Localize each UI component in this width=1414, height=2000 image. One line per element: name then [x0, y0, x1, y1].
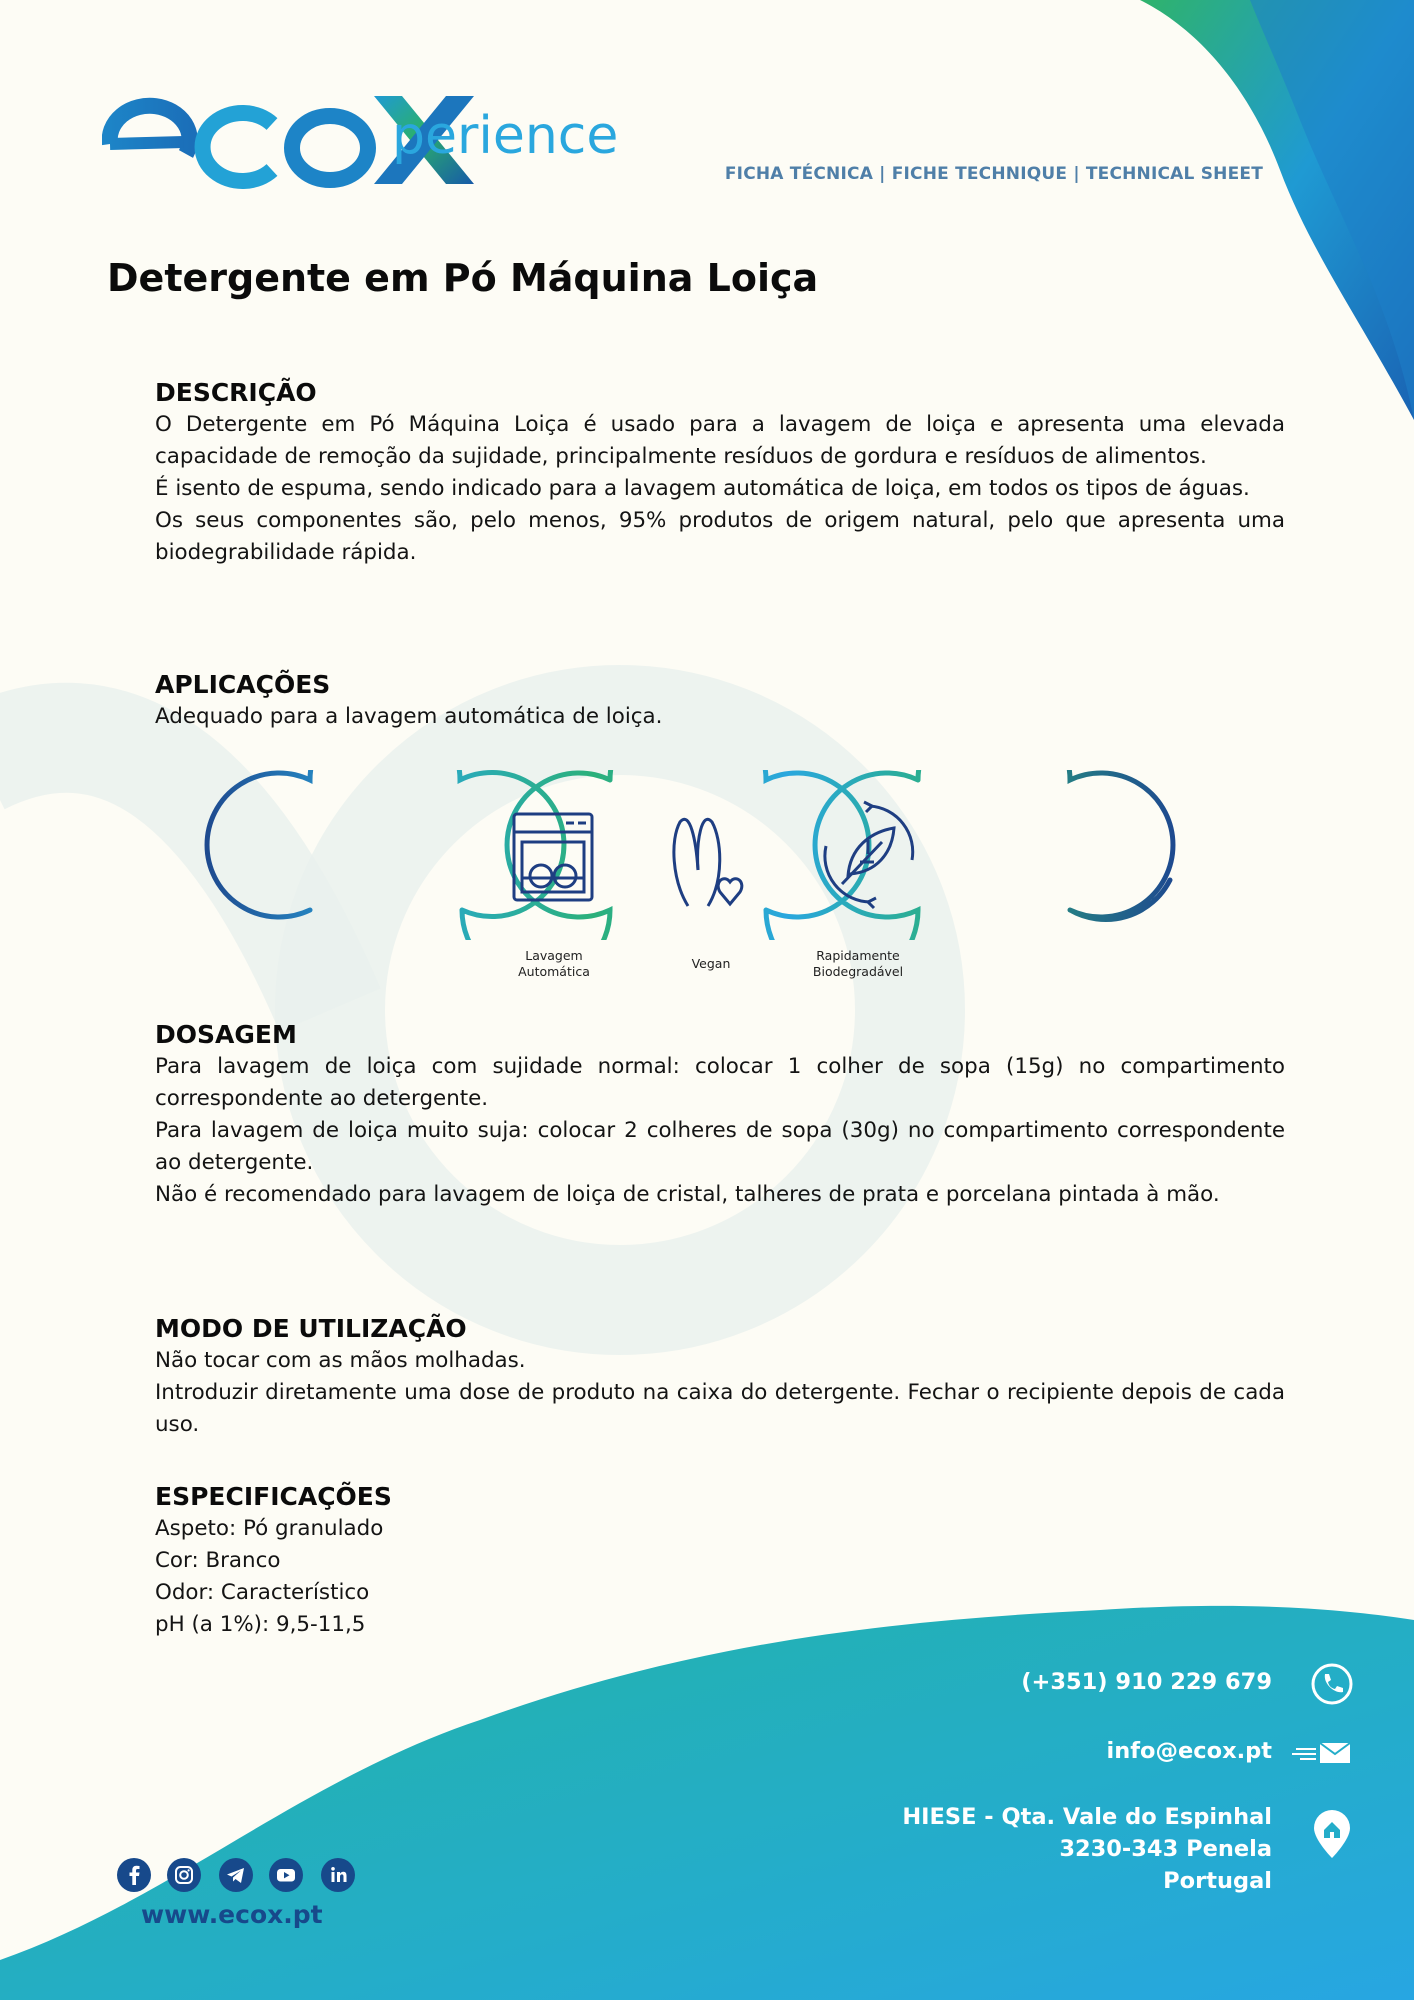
label-line: Rapidamente: [816, 948, 900, 963]
paragraph: Introduzir diretamente uma dose de produto na caixa do detergente. Fechar o recipiente depois de cada uso.: [155, 1380, 1285, 1437]
brand-logo: [102, 92, 622, 192]
paragraph: Adequado para a lavagem automática de loiça.: [155, 704, 663, 729]
page-title: Detergente em Pó Máquina Loiça: [107, 256, 819, 300]
vegan-icon: [674, 819, 742, 906]
spec-line: Odor: Característico: [155, 1580, 370, 1605]
paragraph: Os seus componentes são, pelo menos, 95% produtos de origem natural, pelo que apresenta uma biodegrabilidade rápida.: [155, 508, 1285, 565]
logo-suffix: perience: [392, 106, 619, 166]
label-line: Lavagem: [525, 948, 583, 963]
feature-wave: [170, 770, 1250, 940]
paragraph: Para lavagem de loiça com sujidade normal: colocar 1 colher de sopa (15g) no compartimento correspondente ao detergente.: [155, 1054, 1285, 1111]
section-heading: MODO DE UTILIZAÇÃO: [155, 1314, 467, 1343]
spec-line: Aspeto: Pó granulado: [155, 1516, 384, 1541]
section-heading: ESPECIFICAÇÕES: [155, 1482, 392, 1511]
label-line: Biodegradável: [812, 964, 904, 979]
icon-label-lavagem: [494, 948, 614, 980]
location-pin-icon: [1312, 1808, 1352, 1860]
spec-line: Cor: Branco: [155, 1548, 281, 1573]
section-heading: DOSAGEM: [155, 1020, 297, 1049]
paragraph: É isento de espuma, sendo indicado para a lavagem automática de loiça, em todos os tipos de águas.: [155, 476, 1250, 501]
address-line: HIESE - Qta. Vale do Espinhal: [902, 1804, 1272, 1830]
label-line: Vegan: [691, 956, 731, 971]
icon-label-vegan: [651, 956, 771, 972]
facebook-icon[interactable]: [117, 1858, 151, 1892]
section-aplicacoes: [155, 670, 1285, 733]
paragraph: O Detergente em Pó Máquina Loiça é usado para a lavagem de loiça e apresenta uma elevada capacidade de remoção da sujidade, principalmente resíduos de gordura e resíduos de alimentos.: [155, 412, 1285, 469]
icon-label-biodegradavel: [798, 948, 918, 980]
youtube-icon[interactable]: [269, 1858, 303, 1892]
paragraph: Não tocar com as mãos molhadas.: [155, 1348, 526, 1373]
section-heading: DESCRIÇÃO: [155, 378, 317, 407]
paragraph: Não é recomendado para lavagem de loiça de cristal, talheres de prata e porcelana pintada à mão.: [155, 1182, 1220, 1207]
paragraph: Para lavagem de loiça muito suja: colocar 2 colheres de sopa (30g) no compartimento correspondente ao detergente.: [155, 1118, 1285, 1175]
label-line: Automática: [518, 964, 590, 979]
contact-phone[interactable]: (+351) 910 229 679: [1021, 1669, 1272, 1695]
contact-email[interactable]: info@ecox.pt: [1106, 1738, 1272, 1764]
linkedin-icon[interactable]: [321, 1858, 355, 1892]
address-line: 3230-343 Penela: [1059, 1836, 1272, 1862]
spec-line: pH (a 1%): 9,5-11,5: [155, 1612, 366, 1637]
telegram-icon[interactable]: [219, 1858, 253, 1892]
section-especificacoes: [155, 1482, 1285, 1641]
website-link[interactable]: www.ecox.pt: [141, 1900, 323, 1929]
section-modo: [155, 1314, 1285, 1441]
contact-address: [852, 1801, 1272, 1897]
biodegradable-leaf-icon: [825, 802, 913, 908]
instagram-icon[interactable]: [167, 1858, 201, 1892]
email-icon: [1292, 1740, 1354, 1766]
section-heading: APLICAÇÕES: [155, 670, 331, 699]
phone-icon: [1310, 1662, 1354, 1706]
address-line: Portugal: [1163, 1868, 1272, 1894]
section-dosagem: [155, 1020, 1285, 1211]
section-descricao: [155, 378, 1285, 569]
sheet-label: FICHA TÉCNICA | FICHE TECHNIQUE | TECHNICAL SHEET: [724, 164, 1263, 184]
